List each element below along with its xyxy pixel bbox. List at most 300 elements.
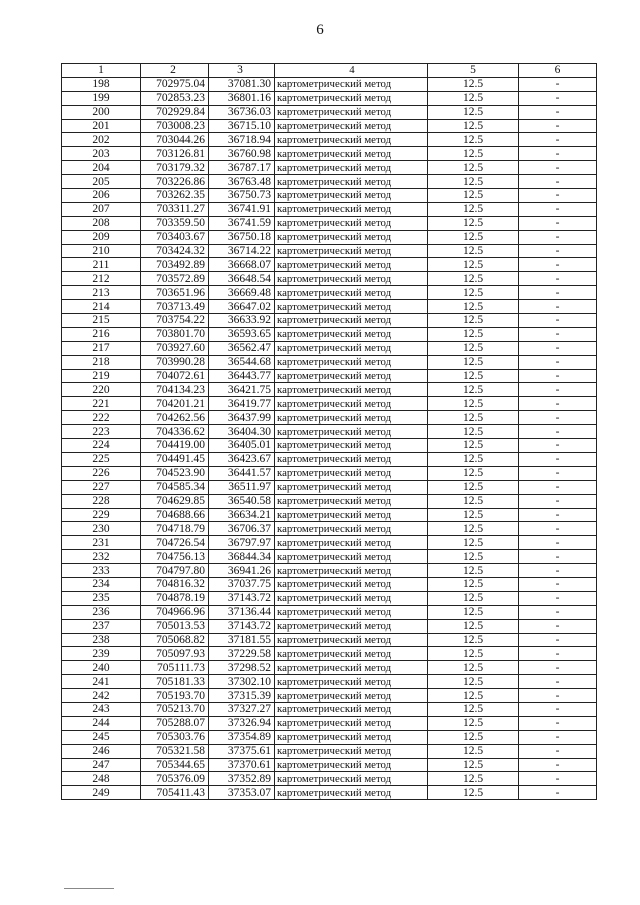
header-col-6: 6: [519, 64, 597, 78]
point-number-cell: 242: [62, 689, 141, 703]
method-cell: картометрический метод: [275, 286, 428, 300]
method-cell: картометрический метод: [275, 411, 428, 425]
note-cell: -: [519, 411, 597, 425]
note-cell: -: [519, 119, 597, 133]
x-coordinate-cell: 705181.33: [141, 675, 209, 689]
y-coordinate-cell: 37136.44: [209, 605, 275, 619]
point-number-cell: 208: [62, 216, 141, 230]
point-number-cell: 213: [62, 286, 141, 300]
note-cell: -: [519, 202, 597, 216]
note-cell: -: [519, 550, 597, 564]
note-cell: -: [519, 369, 597, 383]
note-cell: -: [519, 216, 597, 230]
x-coordinate-cell: 704878.19: [141, 591, 209, 605]
point-number-cell: 249: [62, 786, 141, 800]
accuracy-cell: 12.5: [428, 355, 519, 369]
accuracy-cell: 12.5: [428, 716, 519, 730]
method-cell: картометрический метод: [275, 661, 428, 675]
x-coordinate-cell: 703126.81: [141, 147, 209, 161]
footer-divider: [64, 888, 114, 889]
point-number-cell: 207: [62, 202, 141, 216]
point-number-cell: 223: [62, 425, 141, 439]
accuracy-cell: 12.5: [428, 577, 519, 591]
note-cell: -: [519, 744, 597, 758]
y-coordinate-cell: 36741.91: [209, 202, 275, 216]
x-coordinate-cell: 704336.62: [141, 425, 209, 439]
note-cell: -: [519, 466, 597, 480]
note-cell: -: [519, 189, 597, 203]
method-cell: картометрический метод: [275, 730, 428, 744]
point-number-cell: 209: [62, 230, 141, 244]
point-number-cell: 234: [62, 577, 141, 591]
table-row: [62, 508, 597, 522]
point-number-cell: 228: [62, 494, 141, 508]
point-number-cell: 199: [62, 91, 141, 105]
table-row: [62, 452, 597, 466]
note-cell: -: [519, 327, 597, 341]
table-row: [62, 369, 597, 383]
accuracy-cell: 12.5: [428, 480, 519, 494]
point-number-cell: 200: [62, 105, 141, 119]
method-cell: картометрический метод: [275, 314, 428, 328]
table-row: [62, 175, 597, 189]
method-cell: картометрический метод: [275, 577, 428, 591]
note-cell: -: [519, 91, 597, 105]
note-cell: -: [519, 341, 597, 355]
note-cell: -: [519, 300, 597, 314]
method-cell: картометрический метод: [275, 550, 428, 564]
accuracy-cell: 12.5: [428, 702, 519, 716]
accuracy-cell: 12.5: [428, 91, 519, 105]
y-coordinate-cell: 37143.72: [209, 619, 275, 633]
note-cell: -: [519, 647, 597, 661]
note-cell: -: [519, 577, 597, 591]
x-coordinate-cell: 703262.35: [141, 189, 209, 203]
y-coordinate-cell: 36633.92: [209, 314, 275, 328]
page-number: 6: [316, 22, 324, 38]
accuracy-cell: 12.5: [428, 494, 519, 508]
y-coordinate-cell: 36544.68: [209, 355, 275, 369]
y-coordinate-cell: 36714.22: [209, 244, 275, 258]
x-coordinate-cell: 704718.79: [141, 522, 209, 536]
note-cell: -: [519, 564, 597, 578]
method-cell: картометрический метод: [275, 452, 428, 466]
table-row: [62, 341, 597, 355]
x-coordinate-cell: 704134.23: [141, 383, 209, 397]
method-cell: картометрический метод: [275, 300, 428, 314]
accuracy-cell: 12.5: [428, 439, 519, 453]
note-cell: -: [519, 383, 597, 397]
accuracy-cell: 12.5: [428, 202, 519, 216]
point-number-cell: 225: [62, 452, 141, 466]
table-row: [62, 689, 597, 703]
y-coordinate-cell: 36421.75: [209, 383, 275, 397]
method-cell: картометрический метод: [275, 425, 428, 439]
y-coordinate-cell: 36787.17: [209, 161, 275, 175]
x-coordinate-cell: 703424.32: [141, 244, 209, 258]
table-row: [62, 480, 597, 494]
x-coordinate-cell: 703927.60: [141, 341, 209, 355]
method-cell: картометрический метод: [275, 619, 428, 633]
x-coordinate-cell: 703008.23: [141, 119, 209, 133]
y-coordinate-cell: 36647.02: [209, 300, 275, 314]
y-coordinate-cell: 36405.01: [209, 439, 275, 453]
x-coordinate-cell: 704262.56: [141, 411, 209, 425]
accuracy-cell: 12.5: [428, 550, 519, 564]
accuracy-cell: 12.5: [428, 425, 519, 439]
accuracy-cell: 12.5: [428, 786, 519, 800]
x-coordinate-cell: 705097.93: [141, 647, 209, 661]
note-cell: -: [519, 689, 597, 703]
header-col-4: 4: [275, 64, 428, 78]
accuracy-cell: 12.5: [428, 77, 519, 91]
note-cell: -: [519, 161, 597, 175]
note-cell: -: [519, 786, 597, 800]
method-cell: картометрический метод: [275, 702, 428, 716]
point-number-cell: 198: [62, 77, 141, 91]
accuracy-cell: 12.5: [428, 397, 519, 411]
y-coordinate-cell: 36540.58: [209, 494, 275, 508]
point-number-cell: 245: [62, 730, 141, 744]
note-cell: -: [519, 661, 597, 675]
accuracy-cell: 12.5: [428, 314, 519, 328]
x-coordinate-cell: 704966.96: [141, 605, 209, 619]
table-row: [62, 772, 597, 786]
accuracy-cell: 12.5: [428, 327, 519, 341]
table-row: [62, 702, 597, 716]
point-number-cell: 246: [62, 744, 141, 758]
x-coordinate-cell: 704419.00: [141, 439, 209, 453]
table-row: [62, 647, 597, 661]
x-coordinate-cell: 704688.66: [141, 508, 209, 522]
x-coordinate-cell: 703359.50: [141, 216, 209, 230]
method-cell: картометрический метод: [275, 355, 428, 369]
point-number-cell: 201: [62, 119, 141, 133]
point-number-cell: 212: [62, 272, 141, 286]
method-cell: картометрический метод: [275, 522, 428, 536]
table-row: [62, 591, 597, 605]
x-coordinate-cell: 704816.32: [141, 577, 209, 591]
note-cell: -: [519, 522, 597, 536]
note-cell: -: [519, 425, 597, 439]
accuracy-cell: 12.5: [428, 522, 519, 536]
x-coordinate-cell: 703754.22: [141, 314, 209, 328]
note-cell: -: [519, 494, 597, 508]
note-cell: -: [519, 605, 597, 619]
table-row: [62, 744, 597, 758]
table-row: [62, 494, 597, 508]
method-cell: картометрический метод: [275, 772, 428, 786]
x-coordinate-cell: 704523.90: [141, 466, 209, 480]
x-coordinate-cell: 705376.09: [141, 772, 209, 786]
header-col-5: 5: [428, 64, 519, 78]
table-row: [62, 286, 597, 300]
accuracy-cell: 12.5: [428, 383, 519, 397]
point-number-cell: 237: [62, 619, 141, 633]
table-row: [62, 314, 597, 328]
point-number-cell: 247: [62, 758, 141, 772]
x-coordinate-cell: 704797.80: [141, 564, 209, 578]
point-number-cell: 235: [62, 591, 141, 605]
note-cell: -: [519, 758, 597, 772]
y-coordinate-cell: 37326.94: [209, 716, 275, 730]
y-coordinate-cell: 36441.57: [209, 466, 275, 480]
table-row: [62, 300, 597, 314]
x-coordinate-cell: 702975.04: [141, 77, 209, 91]
x-coordinate-cell: 703044.26: [141, 133, 209, 147]
y-coordinate-cell: 36669.48: [209, 286, 275, 300]
point-number-cell: 217: [62, 341, 141, 355]
method-cell: картометрический метод: [275, 119, 428, 133]
method-cell: картометрический метод: [275, 675, 428, 689]
accuracy-cell: 12.5: [428, 744, 519, 758]
x-coordinate-cell: 705193.70: [141, 689, 209, 703]
accuracy-cell: 12.5: [428, 161, 519, 175]
method-cell: картометрический метод: [275, 147, 428, 161]
x-coordinate-cell: 704201.21: [141, 397, 209, 411]
x-coordinate-cell: 704756.13: [141, 550, 209, 564]
point-number-cell: 244: [62, 716, 141, 730]
y-coordinate-cell: 36668.07: [209, 258, 275, 272]
note-cell: -: [519, 133, 597, 147]
note-cell: -: [519, 675, 597, 689]
note-cell: -: [519, 105, 597, 119]
point-number-cell: 220: [62, 383, 141, 397]
x-coordinate-cell: 704585.34: [141, 480, 209, 494]
accuracy-cell: 12.5: [428, 633, 519, 647]
method-cell: картометрический метод: [275, 786, 428, 800]
table-row: [62, 730, 597, 744]
x-coordinate-cell: 704629.85: [141, 494, 209, 508]
y-coordinate-cell: 37302.10: [209, 675, 275, 689]
header-col-2: 2: [141, 64, 209, 78]
point-number-cell: 236: [62, 605, 141, 619]
method-cell: картометрический метод: [275, 508, 428, 522]
y-coordinate-cell: 36741.59: [209, 216, 275, 230]
table-row: [62, 633, 597, 647]
method-cell: картометрический метод: [275, 633, 428, 647]
point-number-cell: 215: [62, 314, 141, 328]
x-coordinate-cell: 703226.86: [141, 175, 209, 189]
y-coordinate-cell: 37352.89: [209, 772, 275, 786]
note-cell: -: [519, 272, 597, 286]
y-coordinate-cell: 36706.37: [209, 522, 275, 536]
x-coordinate-cell: 703990.28: [141, 355, 209, 369]
point-number-cell: 214: [62, 300, 141, 314]
x-coordinate-cell: 705213.70: [141, 702, 209, 716]
method-cell: картометрический метод: [275, 105, 428, 119]
point-number-cell: 203: [62, 147, 141, 161]
table-row: [62, 605, 597, 619]
y-coordinate-cell: 36750.73: [209, 189, 275, 203]
table-row: [62, 425, 597, 439]
method-cell: картометрический метод: [275, 397, 428, 411]
y-coordinate-cell: 36593.65: [209, 327, 275, 341]
method-cell: картометрический метод: [275, 133, 428, 147]
note-cell: -: [519, 730, 597, 744]
point-number-cell: 227: [62, 480, 141, 494]
accuracy-cell: 12.5: [428, 605, 519, 619]
table-row: [62, 758, 597, 772]
y-coordinate-cell: 36423.67: [209, 452, 275, 466]
point-number-cell: 204: [62, 161, 141, 175]
accuracy-cell: 12.5: [428, 105, 519, 119]
method-cell: картометрический метод: [275, 327, 428, 341]
note-cell: -: [519, 439, 597, 453]
method-cell: картометрический метод: [275, 647, 428, 661]
method-cell: картометрический метод: [275, 216, 428, 230]
accuracy-cell: 12.5: [428, 341, 519, 355]
method-cell: картометрический метод: [275, 77, 428, 91]
y-coordinate-cell: 36750.18: [209, 230, 275, 244]
accuracy-cell: 12.5: [428, 119, 519, 133]
accuracy-cell: 12.5: [428, 536, 519, 550]
x-coordinate-cell: 705013.53: [141, 619, 209, 633]
table-row: [62, 439, 597, 453]
table-row: [62, 522, 597, 536]
point-number-cell: 221: [62, 397, 141, 411]
table-row: [62, 105, 597, 119]
point-number-cell: 233: [62, 564, 141, 578]
point-number-cell: 218: [62, 355, 141, 369]
method-cell: картометрический метод: [275, 161, 428, 175]
table-row: [62, 536, 597, 550]
point-number-cell: 211: [62, 258, 141, 272]
y-coordinate-cell: 37354.89: [209, 730, 275, 744]
table-row: [62, 230, 597, 244]
point-number-cell: 205: [62, 175, 141, 189]
accuracy-cell: 12.5: [428, 661, 519, 675]
table-header-row: [62, 64, 597, 78]
method-cell: картометрический метод: [275, 91, 428, 105]
table-row: [62, 244, 597, 258]
table-row: [62, 202, 597, 216]
y-coordinate-cell: 37037.75: [209, 577, 275, 591]
x-coordinate-cell: 703801.70: [141, 327, 209, 341]
x-coordinate-cell: 703403.67: [141, 230, 209, 244]
point-number-cell: 216: [62, 327, 141, 341]
y-coordinate-cell: 37181.55: [209, 633, 275, 647]
table-row: [62, 550, 597, 564]
y-coordinate-cell: 36437.99: [209, 411, 275, 425]
method-cell: картометрический метод: [275, 341, 428, 355]
accuracy-cell: 12.5: [428, 286, 519, 300]
table-row: [62, 411, 597, 425]
accuracy-cell: 12.5: [428, 619, 519, 633]
x-coordinate-cell: 703572.89: [141, 272, 209, 286]
method-cell: картометрический метод: [275, 758, 428, 772]
y-coordinate-cell: 37370.61: [209, 758, 275, 772]
note-cell: -: [519, 230, 597, 244]
point-number-cell: 202: [62, 133, 141, 147]
point-number-cell: 206: [62, 189, 141, 203]
note-cell: -: [519, 716, 597, 730]
note-cell: -: [519, 355, 597, 369]
y-coordinate-cell: 36634.21: [209, 508, 275, 522]
table-row: [62, 272, 597, 286]
method-cell: картометрический метод: [275, 591, 428, 605]
accuracy-cell: 12.5: [428, 466, 519, 480]
table-row: [62, 91, 597, 105]
table-row: [62, 216, 597, 230]
y-coordinate-cell: 37353.07: [209, 786, 275, 800]
x-coordinate-cell: 704072.61: [141, 369, 209, 383]
note-cell: -: [519, 480, 597, 494]
table-row: [62, 397, 597, 411]
point-number-cell: 241: [62, 675, 141, 689]
y-coordinate-cell: 36715.10: [209, 119, 275, 133]
point-number-cell: 230: [62, 522, 141, 536]
accuracy-cell: 12.5: [428, 564, 519, 578]
note-cell: -: [519, 244, 597, 258]
table-body: [62, 77, 597, 799]
x-coordinate-cell: 702853.23: [141, 91, 209, 105]
y-coordinate-cell: 36648.54: [209, 272, 275, 286]
y-coordinate-cell: 36797.97: [209, 536, 275, 550]
y-coordinate-cell: 36941.26: [209, 564, 275, 578]
y-coordinate-cell: 37298.52: [209, 661, 275, 675]
x-coordinate-cell: 704726.54: [141, 536, 209, 550]
y-coordinate-cell: 36404.30: [209, 425, 275, 439]
y-coordinate-cell: 37375.61: [209, 744, 275, 758]
method-cell: картометрический метод: [275, 244, 428, 258]
x-coordinate-cell: 703179.32: [141, 161, 209, 175]
note-cell: -: [519, 175, 597, 189]
note-cell: -: [519, 258, 597, 272]
note-cell: -: [519, 77, 597, 91]
note-cell: -: [519, 397, 597, 411]
point-number-cell: 229: [62, 508, 141, 522]
header-col-1: 1: [62, 64, 141, 78]
x-coordinate-cell: 705411.43: [141, 786, 209, 800]
point-number-cell: 232: [62, 550, 141, 564]
point-number-cell: 240: [62, 661, 141, 675]
accuracy-cell: 12.5: [428, 216, 519, 230]
accuracy-cell: 12.5: [428, 675, 519, 689]
point-number-cell: 219: [62, 369, 141, 383]
table-row: [62, 661, 597, 675]
table-row: [62, 355, 597, 369]
accuracy-cell: 12.5: [428, 300, 519, 314]
table-row: [62, 189, 597, 203]
accuracy-cell: 12.5: [428, 591, 519, 605]
method-cell: картометрический метод: [275, 689, 428, 703]
method-cell: картометрический метод: [275, 716, 428, 730]
x-coordinate-cell: 705321.58: [141, 744, 209, 758]
table-row: [62, 675, 597, 689]
y-coordinate-cell: 36736.03: [209, 105, 275, 119]
note-cell: -: [519, 452, 597, 466]
table-row: [62, 258, 597, 272]
accuracy-cell: 12.5: [428, 175, 519, 189]
y-coordinate-cell: 37327.27: [209, 702, 275, 716]
method-cell: картометрический метод: [275, 258, 428, 272]
point-number-cell: 238: [62, 633, 141, 647]
accuracy-cell: 12.5: [428, 689, 519, 703]
table-row: [62, 383, 597, 397]
table-row: [62, 466, 597, 480]
accuracy-cell: 12.5: [428, 772, 519, 786]
method-cell: картометрический метод: [275, 480, 428, 494]
x-coordinate-cell: 703651.96: [141, 286, 209, 300]
table-row: [62, 619, 597, 633]
x-coordinate-cell: 705288.07: [141, 716, 209, 730]
y-coordinate-cell: 37143.72: [209, 591, 275, 605]
accuracy-cell: 12.5: [428, 758, 519, 772]
y-coordinate-cell: 37315.39: [209, 689, 275, 703]
accuracy-cell: 12.5: [428, 133, 519, 147]
y-coordinate-cell: 36562.47: [209, 341, 275, 355]
